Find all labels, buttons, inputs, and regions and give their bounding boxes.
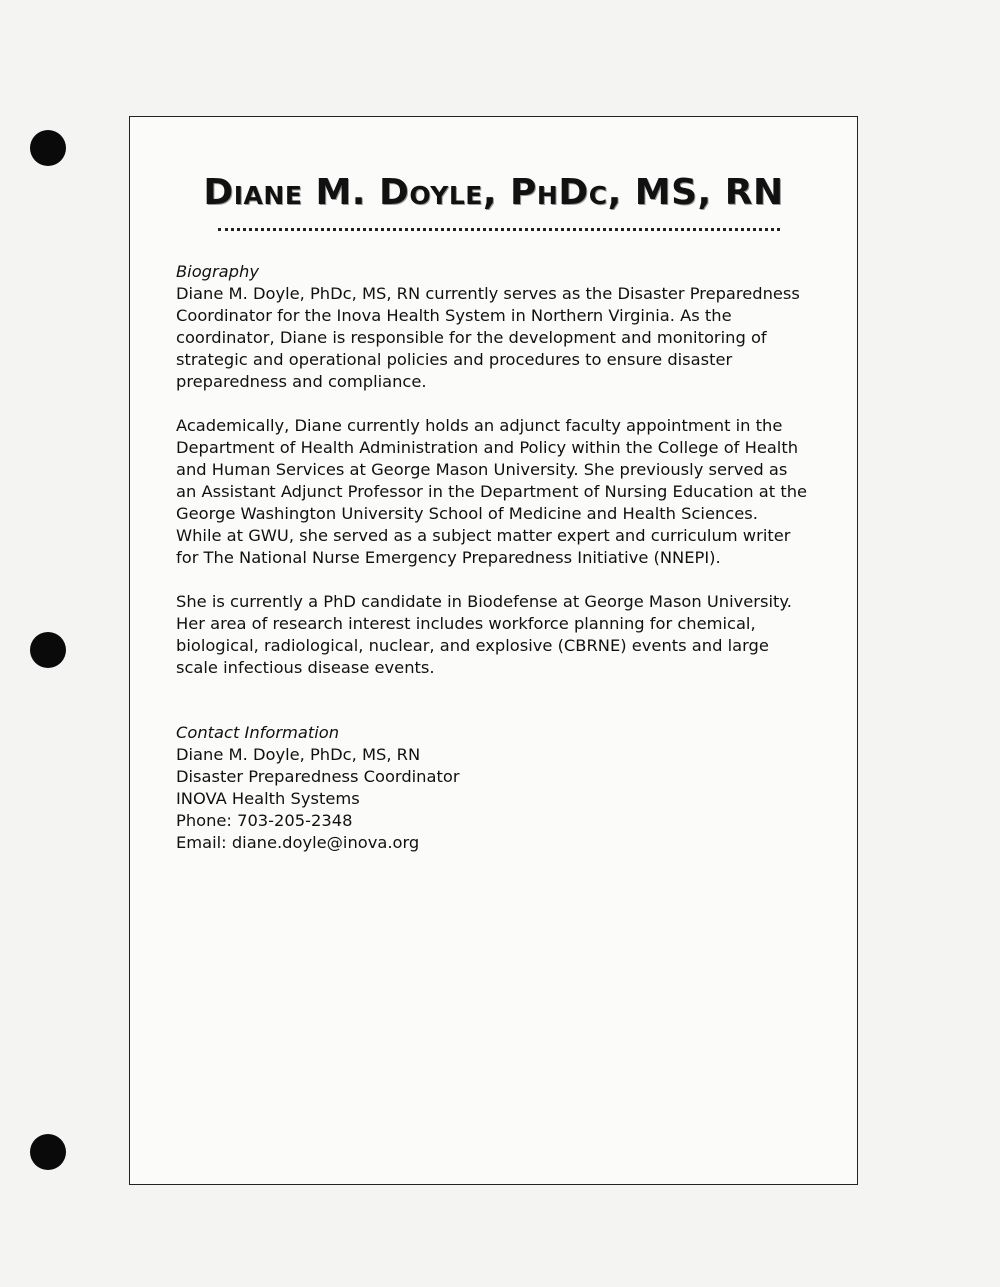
- document-body: [176, 261, 836, 854]
- binder-hole-bottom: [30, 1134, 66, 1170]
- page-title: Diane M. Doyle, PhDc, MS, RN: [203, 172, 784, 213]
- contact-name: Diane M. Doyle, PhDc, MS, RN: [176, 745, 421, 764]
- biography-paragraph: Diane M. Doyle, PhDc, MS, RN currently serves as the Disaster Preparedness Coordinator for the Inova Health System in Northern Virginia. As the coordinator, Diane is responsible for the development and monitoring of strategic and operational policies and procedures to ensure disaster preparedness and compliance.: [176, 284, 800, 391]
- contact-phone: Phone: 703-205-2348: [176, 811, 353, 830]
- biography-paragraph: Academically, Diane currently holds an adjunct faculty appointment in the Department of Health Administration and Policy within the College of Health and Human Services at George Mason University. She previously served as an Assistant Adjunct Professor in the Department of Nursing Education at the George Washington University School of Medicine and Health Sciences. While at GWU, she served as a subject matter expert and curriculum writer for The National Nurse Emergency Preparedness Initiative (NNEPI).: [176, 416, 808, 567]
- binder-hole-middle: [30, 632, 66, 668]
- contact-role: Disaster Preparedness Coordinator: [176, 767, 460, 786]
- biography-paragraph: She is currently a PhD candidate in Biodefense at George Mason University. Her area of research interest includes workforce planning for chemical, biological, radiological, nuclear, and explosive (CBRNE) events and large scale infectious disease events.: [176, 592, 792, 677]
- biography-heading: Biography: [176, 262, 259, 281]
- page-frame: [129, 116, 858, 1185]
- contact-email: Email: diane.doyle@inova.org: [176, 833, 420, 852]
- contact-organization: INOVA Health Systems: [176, 789, 360, 808]
- title-dotted-rule: [218, 228, 780, 231]
- contact-heading: Contact Information: [176, 723, 340, 742]
- biography-section: [176, 261, 836, 679]
- contact-section: [176, 722, 836, 854]
- binder-hole-top: [30, 130, 66, 166]
